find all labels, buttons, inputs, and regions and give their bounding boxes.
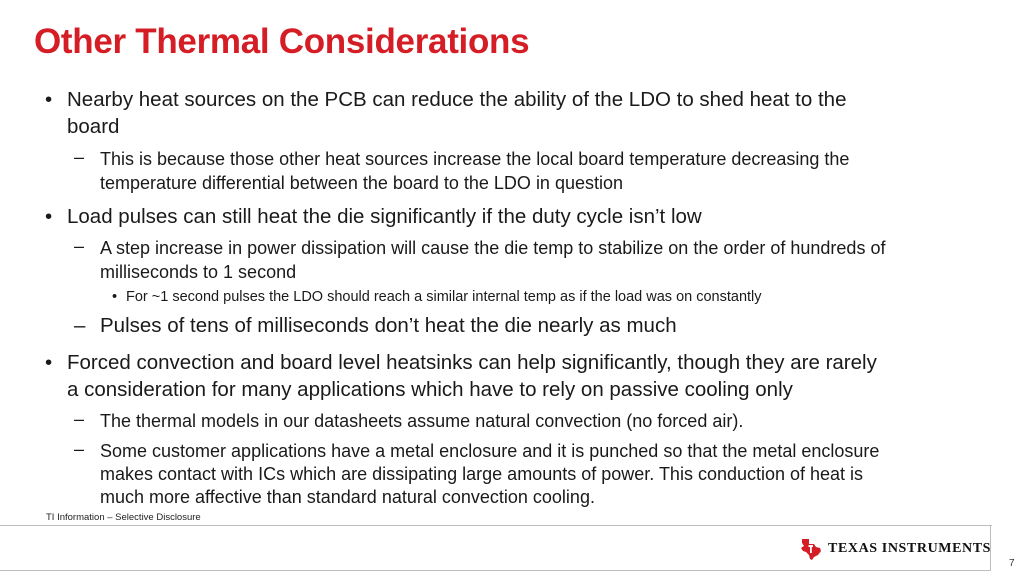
bullet-text-line: Pulses of tens of milliseconds don’t heat the die nearly as much [100,314,677,337]
bullet-text-line: much more affective than standard natural convection cooling. [100,487,595,507]
bullet-text-line: The thermal models in our datasheets assume natural convection (no forced air). [100,411,744,431]
company-logo [800,537,991,561]
bullet-text-line: Nearby heat sources on the PCB can reduce the ability of the LDO to shed heat to the [67,88,847,111]
disclosure-label: TI Information – Selective Disclosure [46,512,201,523]
dash-marker: – [74,147,85,167]
dash-marker: – [74,409,85,429]
bullet-text-line: milliseconds to 1 second [100,262,297,282]
logo-wordmark: TEXAS INSTRUMENTS [828,541,992,556]
bullet-text-line: Some customer applications have a metal enclosure and it is punched so that the metal enclosure [100,441,880,461]
page-number: 7 [1009,558,1015,569]
bullet-text-line: Forced convection and board level heatsinks can help significantly, though they are rarely [67,351,877,374]
bullet-text-line: This is because those other heat sources increase the local board temperature decreasing the [100,149,850,169]
slide-title: Other Thermal Considerations [34,22,530,61]
bullet-marker: • [112,289,118,305]
bullet-text-line: board [67,115,120,138]
bullet-text-line: makes contact with ICs which are dissipating large amounts of power. This conduction of heat is [100,464,864,484]
bullet-text-line: A step increase in power dissipation will cause the die temp to stabilize on the order of hundreds of [100,238,886,258]
bullet-marker: • [45,351,53,374]
bullet-text-line: Load pulses can still heat the die significantly if the duty cycle isn’t low [67,205,702,228]
bullet-text-line: temperature differential between the board to the LDO in question [100,173,624,193]
bullet-text-line: For ~1 second pulses the LDO should reach a similar internal temp as if the load was on constantly [126,289,762,305]
dash-marker: – [74,236,85,256]
bullet-text-line: a consideration for many applications which have to rely on passive cooling only [67,378,793,401]
bullet-marker: • [45,205,53,228]
bullet-marker: • [45,88,53,111]
dash-marker: – [74,314,86,337]
texas-state-icon [800,537,822,561]
dash-marker: – [74,439,85,459]
